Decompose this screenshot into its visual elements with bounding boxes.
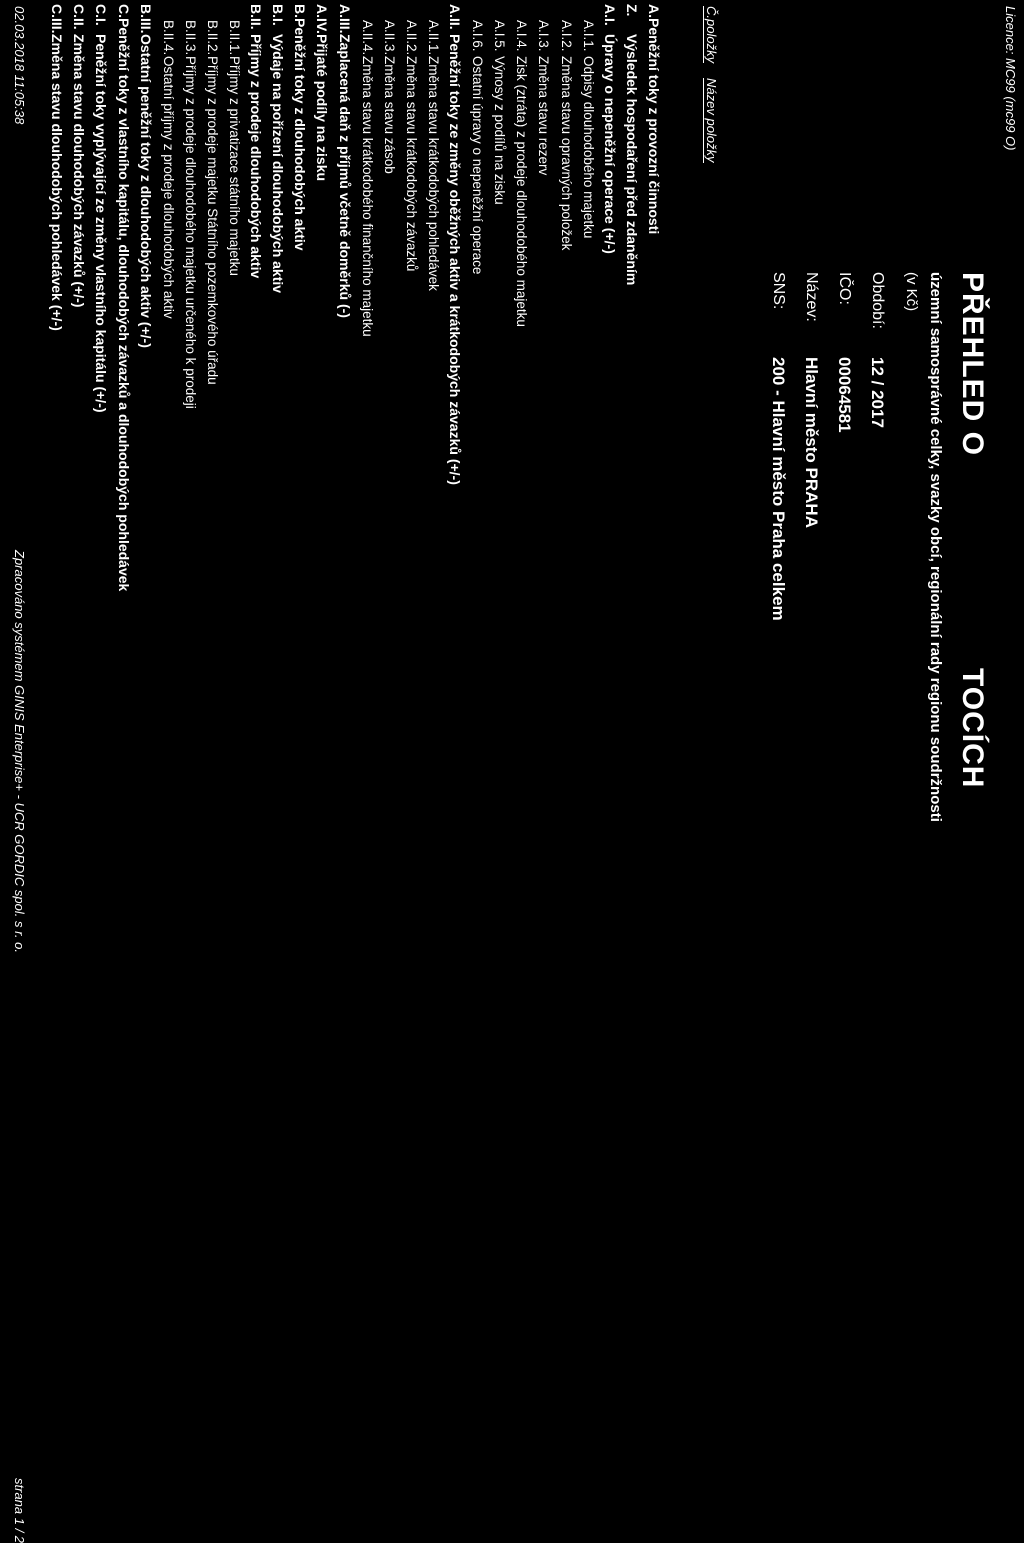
row-name: Výsledek hospodaření před zdaněním xyxy=(623,34,640,286)
row-name: Příjmy z prodeje majetku Státního pozemkového úřadu xyxy=(205,56,220,385)
table-row xyxy=(49,4,65,331)
meta-value: 200 - Hlavní město Praha celkem xyxy=(769,357,788,621)
meta-label: IČO: xyxy=(836,272,853,305)
row-name: Úpravy o nepeněžní operace (+/-) xyxy=(601,34,618,254)
row-name: Peněžní toky z provozní činnosti xyxy=(646,18,662,235)
column-header-code: Č.položky xyxy=(704,6,719,64)
footer-page: strana 1 / 2 xyxy=(12,1478,27,1543)
table-row xyxy=(71,4,87,307)
footer-datetime: 02.03.2018 11:05:38 xyxy=(12,6,27,125)
row-code: A.I.2. xyxy=(558,20,574,52)
row-code: A. xyxy=(646,4,662,18)
row-name: Změna stavu dlouhodobých závazků (+/-) xyxy=(71,34,88,308)
table-row xyxy=(470,4,485,274)
table-row xyxy=(94,4,110,413)
row-code: A.I.5. xyxy=(492,20,508,52)
row-code: A.II.2. xyxy=(403,20,419,56)
row-name: Změna stavu zásob xyxy=(381,56,397,174)
row-name: Příjmy z prodeje dlouhodobých aktiv xyxy=(248,34,265,279)
meta-value: 12 / 2017 xyxy=(868,357,887,428)
row-code: A.II.4. xyxy=(359,20,375,56)
licence-text: Licence: MC99 (mc99 O) xyxy=(1003,6,1018,151)
row-code: B.II.4. xyxy=(160,20,176,56)
row-code: C. xyxy=(115,4,132,18)
row-code: A.IV. xyxy=(314,4,331,34)
row-name: Peněžní toky z dlouhodobých aktiv xyxy=(292,18,309,251)
table-row xyxy=(581,4,596,238)
meta-value: Hlavní město PRAHA xyxy=(802,357,821,528)
row-code: Z. xyxy=(623,4,640,17)
table-row xyxy=(492,4,507,205)
row-name: Ostatní úpravy o nepeněžní operace xyxy=(470,56,486,275)
row-code: A.III. xyxy=(336,4,353,34)
meta-label: SNS: xyxy=(770,272,787,310)
table-row xyxy=(404,4,419,271)
row-name: Ostatní peněžní toky z dlouhodobých aktiv (+/-) xyxy=(137,34,154,348)
meta-label: Období: xyxy=(869,272,886,329)
row-name: Změna stavu krátkodobých závazků xyxy=(403,56,419,272)
row-name: Změna stavu opravných položek xyxy=(558,56,574,251)
table-row xyxy=(292,4,308,251)
table-row xyxy=(270,4,286,293)
row-name: Příjmy z prodeje dlouhodobého majetku určeného k prodeji xyxy=(182,56,198,409)
row-code: B.II. xyxy=(248,4,265,30)
row-code: A.I.4. xyxy=(514,20,530,52)
table-row xyxy=(514,4,529,327)
title-right: TOCÍCH xyxy=(956,668,989,789)
row-name: Přijaté podíly na zisku xyxy=(314,34,331,182)
table-row xyxy=(646,4,662,234)
row-name: Změna stavu rezerv xyxy=(536,56,552,176)
table-row xyxy=(602,4,618,254)
row-code: A.I.3. xyxy=(536,20,552,52)
subtitle: územní samosprávné celky, svazky obcí, regionální rady regionu soudržnosti xyxy=(927,272,944,822)
row-code: B.II.3. xyxy=(182,20,198,56)
table-row xyxy=(426,4,441,291)
row-code: C.II. xyxy=(71,4,88,30)
table-row xyxy=(315,4,331,181)
meta-label: Název: xyxy=(803,272,820,322)
row-name: Výnosy z podílů na zisku xyxy=(492,56,508,205)
table-row xyxy=(227,4,242,276)
row-name: Příjmy z privatizace státního majetku xyxy=(227,56,243,276)
row-code: B.II.2. xyxy=(205,20,220,56)
row-name: Změna stavu krátkodobých pohledávek xyxy=(426,56,441,291)
row-name: Peněžní toky ze změny oběžných aktiv a krátkodobých závazků (+/-) xyxy=(447,34,464,485)
row-code: C.III. xyxy=(49,4,66,34)
table-row xyxy=(248,4,264,278)
row-name: Odpisy dlouhodobého majetku xyxy=(580,56,596,239)
row-code: A.II.3. xyxy=(381,20,397,56)
table-row xyxy=(161,4,176,319)
table-row xyxy=(138,4,154,348)
table-row xyxy=(205,4,220,385)
row-name: Změna stavu dlouhodobých pohledávek (+/-) xyxy=(49,34,66,331)
table-row xyxy=(116,4,132,591)
column-header-name: Název položky xyxy=(704,78,719,163)
row-code: A.I.6. xyxy=(470,20,486,52)
row-code: B. xyxy=(292,4,309,18)
table-row xyxy=(382,4,397,174)
row-code: C.I. xyxy=(93,4,110,26)
row-name: Ostatní příjmy z prodeje dlouhodobých aktiv xyxy=(160,56,176,319)
table-row xyxy=(624,4,640,285)
row-name: Zisk (ztráta) z prodeje dlouhodobého majetku xyxy=(514,56,530,327)
table-row xyxy=(360,4,375,337)
table-row xyxy=(447,4,463,485)
row-code: A.II. xyxy=(447,4,464,30)
footer-system: Zpracováno systémem GINIS Enterprise+ - UCR GORDIC spol. s r. o. xyxy=(12,550,27,953)
units-label: (v Kč) xyxy=(903,272,920,312)
row-code: B.III. xyxy=(137,4,154,34)
row-name: Peněžní toky vyplývající ze změny vlastního kapitálu (+/-) xyxy=(93,34,110,413)
row-code: B.I. xyxy=(270,4,287,26)
row-code: A.I.1. xyxy=(580,20,596,52)
row-name: Zaplacená daň z příjmů včetně doměrků (-) xyxy=(336,34,353,318)
row-name: Peněžní toky z vlastního kapitálu, dlouhodobých závazků a dlouhodobých pohledávek xyxy=(115,18,132,592)
meta-value: 00064581 xyxy=(835,357,854,433)
row-code: B.II.1. xyxy=(227,20,243,56)
row-name: Výdaje na pořízení dlouhodobých aktiv xyxy=(270,34,287,294)
table-row xyxy=(559,4,574,250)
title-left: PŘEHLED O xyxy=(956,272,989,457)
row-code: A.II.1. xyxy=(426,20,441,56)
table-row xyxy=(337,4,353,318)
row-code: A.I. xyxy=(601,4,618,26)
table-row xyxy=(537,4,552,175)
table-row xyxy=(183,4,198,409)
row-name: Změna stavu krátkodobého finančního majetku xyxy=(359,56,375,337)
